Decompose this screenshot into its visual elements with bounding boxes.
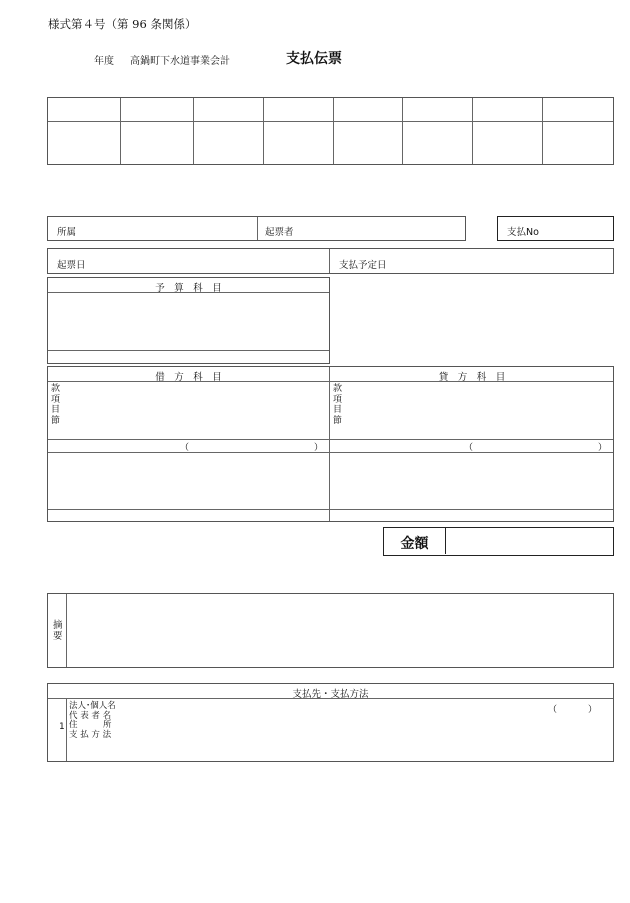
draft-date-label: 起票日 — [57, 260, 86, 271]
affiliation-drafter-row — [47, 216, 466, 241]
debit-paren-close: ） — [314, 443, 324, 453]
budget-section-title: 予 算 科 目 — [155, 283, 222, 294]
debit-section-title: 借 方 科 目 — [155, 372, 222, 383]
organization-name: 高鍋町下水道事業会計 — [130, 56, 230, 67]
credit-paren-open: （ — [464, 443, 474, 453]
payment-no-label: 支払No — [507, 227, 539, 238]
credit-section-title: 貸 方 科 目 — [438, 372, 506, 383]
debit-account-levels: 款 項 目 節 — [51, 384, 61, 426]
payee-row-number: 1 — [59, 722, 65, 732]
payee-field-labels: 法人･個人名 代 表 者 名 住 所 支 払 方 法 — [69, 701, 116, 740]
summary-field[interactable] — [47, 593, 614, 668]
debit-paren-open: （ — [180, 443, 190, 453]
fiscal-year-label: 年度 — [94, 56, 114, 67]
payee-section-title: 支払先・支払方法 — [292, 689, 369, 700]
payee-paren-close: ） — [588, 705, 598, 715]
credit-account-levels: 款 項 目 節 — [333, 384, 343, 426]
debit-credit-section — [47, 366, 614, 522]
page-title: 支払伝票 — [286, 51, 342, 67]
affiliation-label: 所属 — [57, 227, 77, 238]
credit-paren-close: ） — [598, 443, 608, 453]
date-row — [47, 248, 614, 274]
form-number: 様式第４号（第 96 条関係） — [48, 17, 197, 31]
scheduled-payment-date-label: 支払予定日 — [339, 260, 387, 271]
payee-paren-open: （ — [548, 705, 558, 715]
amount-label: 金額 — [400, 536, 429, 552]
drafter-label: 起票者 — [265, 227, 294, 238]
approval-stamp-grid — [47, 97, 614, 165]
summary-label: 摘 要 — [53, 620, 63, 642]
